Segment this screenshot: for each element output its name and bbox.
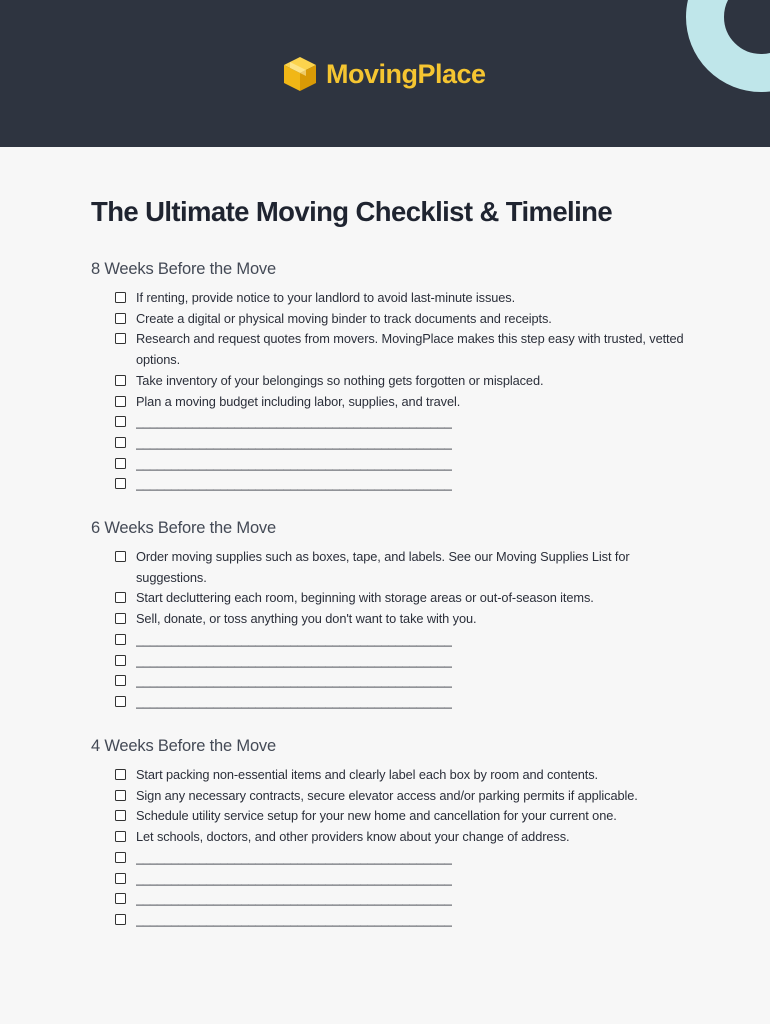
checklist-item [91, 329, 691, 370]
blank-checklist-item [91, 630, 691, 651]
section-4-weeks [91, 735, 691, 931]
blank-write-line[interactable]: _____________________________________________ [136, 476, 452, 492]
blank-checklist-item [91, 412, 691, 433]
page-title: The Ultimate Moving Checklist & Timeline [91, 196, 613, 227]
section-heading: 6 Weeks Before the Move [91, 519, 276, 537]
checklist-item [91, 827, 691, 848]
header-banner [0, 0, 770, 147]
blank-checklist-item [91, 651, 691, 672]
checklist-item [91, 371, 691, 392]
blank-checklist-item [91, 692, 691, 713]
checkbox[interactable] [115, 551, 126, 562]
checklist-item [91, 806, 691, 827]
checkbox[interactable] [115, 769, 126, 780]
checkbox[interactable] [115, 873, 126, 884]
checkbox[interactable] [115, 375, 126, 386]
item-text: If renting, provide notice to your landlord to avoid last-minute issues. [136, 290, 516, 305]
item-text: Research and request quotes from movers. MovingPlace makes this step easy with trusted, vetted options. [136, 331, 684, 368]
checkbox[interactable] [115, 831, 126, 842]
checklist-item [91, 609, 691, 630]
blank-checklist-item [91, 869, 691, 890]
checkbox[interactable] [115, 655, 126, 666]
section-8-weeks [91, 258, 691, 495]
checkbox[interactable] [115, 696, 126, 707]
section-6-weeks [91, 517, 691, 713]
checkbox[interactable] [115, 613, 126, 624]
checkbox[interactable] [115, 437, 126, 448]
checkbox[interactable] [115, 396, 126, 407]
blank-write-line[interactable]: _____________________________________________ [136, 434, 452, 450]
checklist [91, 765, 691, 931]
checkbox[interactable] [115, 893, 126, 904]
blank-write-line[interactable]: _____________________________________________ [136, 673, 452, 689]
section-heading: 4 Weeks Before the Move [91, 737, 276, 755]
blank-write-line[interactable]: _____________________________________________ [136, 870, 452, 886]
blank-write-line[interactable]: _____________________________________________ [136, 849, 452, 865]
checkbox[interactable] [115, 416, 126, 427]
checkbox[interactable] [115, 852, 126, 863]
checkbox[interactable] [115, 478, 126, 489]
checkbox[interactable] [115, 313, 126, 324]
checkbox[interactable] [115, 790, 126, 801]
checklist-item [91, 765, 691, 786]
checkbox[interactable] [115, 292, 126, 303]
blank-checklist-item [91, 671, 691, 692]
checkbox[interactable] [115, 810, 126, 821]
checklist-item [91, 309, 691, 330]
item-text: Sell, donate, or toss anything you don't want to take with you. [136, 611, 477, 627]
blank-checklist-item [91, 848, 691, 869]
blank-checklist-item [91, 454, 691, 475]
decorative-ring [686, 0, 770, 92]
item-text: Order moving supplies such as boxes, tape, and labels. See our Moving Supplies List for suggestions. [136, 549, 630, 585]
item-text: Start decluttering each room, beginning with storage areas or out-of-season items. [136, 590, 594, 606]
logo [282, 55, 486, 93]
blank-checklist-item [91, 910, 691, 931]
checkbox[interactable] [115, 914, 126, 925]
checkbox[interactable] [115, 634, 126, 645]
blank-write-line[interactable]: _____________________________________________ [136, 911, 452, 927]
checkbox[interactable] [115, 675, 126, 686]
box-logo-icon [282, 55, 318, 93]
item-text: Sign any necessary contracts, secure elevator access and/or parking permits if applicable. [136, 787, 638, 803]
checklist [91, 288, 691, 495]
blank-write-line[interactable]: _____________________________________________ [136, 455, 452, 471]
blank-checklist-item [91, 474, 691, 495]
checklist [91, 547, 691, 713]
item-text: Let schools, doctors, and other providers know about your change of address. [136, 829, 570, 845]
checklist-item [91, 588, 691, 609]
item-text: Start packing non-essential items and clearly label each box by room and contents. [136, 767, 598, 782]
checklist-item [91, 786, 691, 807]
checklist-item [91, 392, 691, 413]
blank-write-line[interactable]: _____________________________________________ [136, 631, 452, 647]
blank-write-line[interactable]: _____________________________________________ [136, 414, 452, 430]
blank-write-line[interactable]: _____________________________________________ [136, 891, 452, 907]
checkbox[interactable] [115, 333, 126, 344]
checkbox[interactable] [115, 592, 126, 603]
blank-write-line[interactable]: _____________________________________________ [136, 693, 452, 709]
blank-write-line[interactable]: _____________________________________________ [136, 652, 452, 668]
item-text: Plan a moving budget including labor, supplies, and travel. [136, 393, 461, 409]
section-heading: 8 Weeks Before the Move [91, 260, 276, 278]
checklist-item [91, 288, 691, 309]
checklist-item [91, 547, 691, 588]
brand-name: MovingPlace [326, 59, 486, 89]
item-text: Create a digital or physical moving binder to track documents and receipts. [136, 310, 552, 326]
checkbox[interactable] [115, 458, 126, 469]
blank-checklist-item [91, 433, 691, 454]
item-text: Schedule utility service setup for your new home and cancellation for your current one. [136, 808, 617, 824]
item-text: Take inventory of your belongings so nothing gets forgotten or misplaced. [136, 372, 544, 388]
blank-checklist-item [91, 889, 691, 910]
